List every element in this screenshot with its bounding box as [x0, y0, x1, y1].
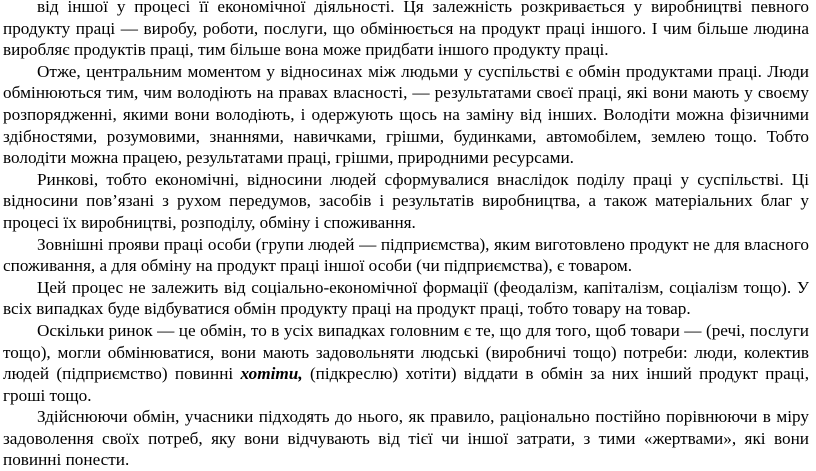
paragraph-4: Зовнішні прояви праці особи (групи людей — підприємства), яким виготовлено продукт не для власного споживання, а для обміну на продукт праці іншої особи (чи підприємства), є товаром. [3, 234, 809, 276]
paragraph-7: Здійснюючи обмін, учасники підходять до нього, як правило, раціонально постійно порівнюючи в міру задоволення своїх потреб, яку вони відчувають від тієї чи іншої затрати, з тими «жертвами», які вони повинні понести. [3, 407, 809, 470]
paragraph-2: Отже, центральним моментом у відносинах між людьми у суспільстві є обмін продуктами праці. Люди обмінюються тим, чим володіють на правах власності, — результатами своєї праці, які вони мають у своєму розпорядженні, якими вони володіють, і одержують щось на заміну від інших. Володіти можна фізичними здібностями, розумовими, знаннями, навичками, грішми, будинками, автомобілем, землею тощо. Тобто володіти можна працею, результатами праці, грішми, природними ресурсами. [3, 61, 809, 168]
paragraph-5: Цей процес не залежить від соціально-економічної формації (феодалізм, капіталізм, соціалізм тощо). У всіх випадках буде відбуватися обмін продукту праці на продукт праці, тобто товару на товар. [3, 277, 809, 319]
paragraph-6-text-before: Оскільки ринок — це обмін, то в усіх випадках головним є те, що для того, щоб товари — (речі, послуги тощо), могли обмінюватися, вони мають задовольняти людські (виробничі тощо) потреби: люди, колектив людей (підприємство) повинні [3, 320, 809, 384]
paragraph-3: Ринкові, тобто економічні, відносини людей сформувалися внаслідок поділу праці у суспільстві. Ці відносини пов’язані з рухом передумов, засобів і результатів виробництва, а також матеріальних благ у процесі їх виробництві, розподілу, обміну і споживання. [3, 169, 809, 232]
paragraph-1: від іншої у процесі її економічної діяльності. Ця залежність розкривається у виробництві певного продукту праці — виробу, роботи, послуги, що обмінюється на продукт праці іншого. І чим більше людина виробляє продуктів праці, тим більше вона може придбати іншого продукту праці. [3, 0, 809, 60]
paragraph-6-emphasis: хотіти, [240, 364, 303, 384]
paragraph-6 [3, 320, 809, 406]
paragraph-6-text-after: (підкреслю) хотіти) віддати в обмін за них інший продукт праці, гроші тощо. [3, 364, 809, 405]
